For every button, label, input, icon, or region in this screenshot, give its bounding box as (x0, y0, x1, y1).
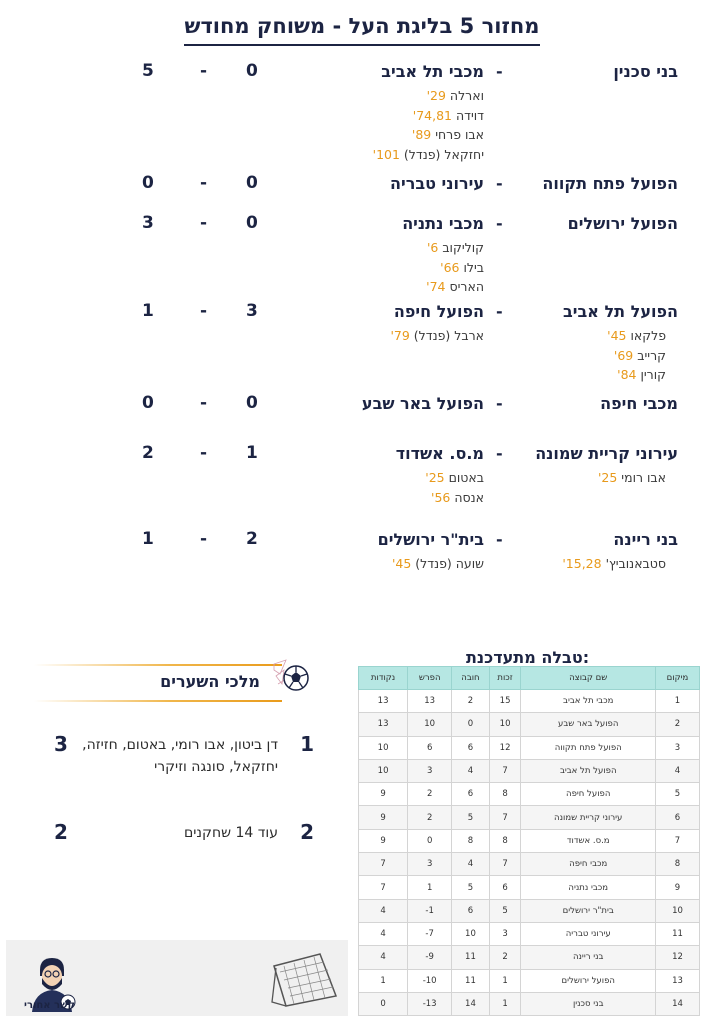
table-row (359, 759, 700, 782)
home-score: 3 (246, 301, 258, 321)
table-cell: 7 (489, 759, 521, 782)
scorer-line (373, 106, 484, 126)
table-cell: -7 (408, 922, 452, 945)
rank-number: 1 (300, 732, 314, 756)
top-scorers-title: מלכי השערים (160, 672, 260, 691)
table-cell: 7 (656, 829, 700, 852)
table-row (359, 806, 700, 829)
table-cell: בני ריינה (521, 946, 656, 969)
home-scorers (562, 554, 666, 574)
home-team: הפועל ירושלים (567, 214, 678, 233)
score-separator: - (200, 443, 208, 463)
table-cell: מכבי חיפה (521, 853, 656, 876)
table-cell: 8 (489, 829, 521, 852)
table-cell: 13 (408, 690, 452, 713)
table-cell: 7 (359, 876, 408, 899)
table-row (359, 992, 700, 1015)
table-cell: 9 (359, 806, 408, 829)
table-cell: 10 (452, 922, 490, 945)
table-cell: 2 (408, 806, 452, 829)
rank-number: 2 (300, 820, 314, 844)
away-scorers (425, 468, 484, 507)
score-separator: - (200, 173, 208, 193)
home-scorers (607, 326, 666, 385)
scorer-line (390, 326, 484, 346)
logo-text: קשר אחורי (24, 1000, 75, 1011)
table-cell: 0 (408, 829, 452, 852)
scorer-line (426, 238, 484, 258)
table-cell: 10 (656, 899, 700, 922)
match-row (0, 393, 724, 413)
table-cell: 8 (489, 783, 521, 806)
scorer-line (607, 346, 666, 366)
away-team: מ.ס. אשדוד (395, 444, 484, 463)
table-cell: 4 (452, 853, 490, 876)
table-row (359, 946, 700, 969)
home-team: הפועל תל אביב (563, 302, 678, 321)
table-cell: 2 (452, 690, 490, 713)
goal-minute: 89' (411, 127, 432, 142)
scorer-name: פלקאו (630, 328, 666, 343)
column-header: נקודות (359, 667, 408, 690)
goal-minute: 6' (426, 240, 439, 255)
column-header: מיקום (656, 667, 700, 690)
soccer-ball-icon (272, 656, 312, 696)
scorer-line (607, 326, 666, 346)
scorer-line (425, 468, 484, 488)
table-cell: 10 (408, 713, 452, 736)
table-cell: 1 (489, 992, 521, 1015)
table-cell: 5 (452, 806, 490, 829)
table-row (359, 736, 700, 759)
table-cell: 14 (452, 992, 490, 1015)
away-score: 0 (142, 173, 154, 193)
team-separator: - (496, 214, 503, 233)
goal-minute: 15,28' (562, 556, 602, 571)
table-cell: 4 (452, 759, 490, 782)
table-cell: 5 (489, 899, 521, 922)
table-cell: 7 (489, 806, 521, 829)
match-row (0, 301, 724, 382)
table-cell: 1 (489, 969, 521, 992)
table-cell: הפועל פתח תקווה (521, 736, 656, 759)
home-score: 0 (246, 173, 258, 193)
table-cell: 10 (359, 759, 408, 782)
table-cell: 7 (359, 853, 408, 876)
table-cell: הפועל חיפה (521, 783, 656, 806)
away-team: מכבי תל אביב (381, 62, 484, 81)
league-table (358, 666, 700, 1016)
home-score: 0 (246, 213, 258, 233)
table-cell: מ.ס. אשדוד (521, 829, 656, 852)
goal-minute: 45' (607, 328, 627, 343)
table-cell: -9 (408, 946, 452, 969)
table-row (359, 876, 700, 899)
goal-minute: 45' (391, 556, 412, 571)
goal-minute: 84' (617, 367, 637, 382)
table-cell: 0 (359, 992, 408, 1015)
table-cell: 2 (656, 713, 700, 736)
table-cell: 3 (489, 922, 521, 945)
table-cell: בית"ר ירושלים (521, 899, 656, 922)
table-cell: 6 (489, 876, 521, 899)
table-cell: 7 (489, 853, 521, 876)
match-row (0, 443, 724, 505)
table-cell: 4 (656, 759, 700, 782)
scorer-line (607, 365, 666, 385)
table-cell: 3 (408, 759, 452, 782)
team-separator: - (496, 174, 503, 193)
table-cell: 9 (359, 829, 408, 852)
table-row (359, 922, 700, 945)
scorer-names: עוד 14 שחקנים (184, 825, 278, 841)
table-cell: 3 (408, 853, 452, 876)
top-scorer-rank-1 (40, 732, 320, 782)
scorer-name: וארלה (449, 88, 484, 103)
score-separator: - (200, 213, 208, 233)
table-cell: 15 (489, 690, 521, 713)
table-cell: 8 (452, 829, 490, 852)
table-cell: 4 (359, 922, 408, 945)
score-separator: - (200, 61, 208, 81)
match-row (0, 529, 724, 571)
footer-banner (6, 940, 348, 1016)
home-score: 0 (246, 393, 258, 413)
table-cell: 9 (359, 783, 408, 806)
team-separator: - (496, 530, 503, 549)
table-cell: 1 (359, 969, 408, 992)
table-cell: 4 (359, 946, 408, 969)
table-cell: 6 (452, 783, 490, 806)
table-title: טבלה מתעדכנת: (466, 648, 590, 667)
team-separator: - (496, 62, 503, 81)
away-team: בית"ר ירושלים (377, 530, 484, 549)
scorer-line (425, 488, 484, 508)
scorer-name: קוליקוב (442, 240, 484, 255)
table-cell: 0 (452, 713, 490, 736)
away-score: 3 (142, 213, 154, 233)
away-scorers (392, 554, 484, 574)
away-score: 0 (142, 393, 154, 413)
table-row (359, 969, 700, 992)
scorer-line (373, 86, 484, 106)
home-scorers (598, 468, 666, 488)
table-cell: 13 (656, 969, 700, 992)
scorer-name: אנסה (454, 489, 484, 505)
goal-minute: 79' (390, 328, 410, 343)
away-score: 1 (142, 529, 154, 549)
away-team: הפועל באר שבע (361, 394, 484, 413)
away-team: עירוני טבריה (390, 174, 484, 193)
goal-minute: 25' (597, 470, 618, 485)
scorer-line (392, 554, 484, 574)
table-cell: 14 (656, 992, 700, 1015)
table-cell: 4 (359, 899, 408, 922)
goal-minute: 74,81' (412, 107, 452, 123)
table-cell: עירוני קריית שמונה (521, 806, 656, 829)
table-row (359, 690, 700, 713)
home-score: 1 (246, 443, 258, 463)
goal-minute: 66' (440, 259, 460, 275)
home-team: בני סכנין (613, 62, 678, 81)
goal-minute: 29' (426, 88, 446, 103)
away-score: 1 (142, 301, 154, 321)
page-title: מחזור 5 בליגת העל - משוחק מחודש (184, 14, 540, 38)
table-cell: 1 (408, 876, 452, 899)
team-separator: - (496, 394, 503, 413)
table-cell: מכבי תל אביב (521, 690, 656, 713)
scorer-line (373, 145, 484, 165)
top-scorer-rank-2 (40, 820, 320, 870)
table-cell: 11 (656, 922, 700, 945)
table-row (359, 783, 700, 806)
away-scorers (373, 86, 484, 164)
table-cell: -10 (408, 969, 452, 992)
goal-minute: 25' (425, 470, 445, 485)
table-cell: 2 (489, 946, 521, 969)
match-row (0, 213, 724, 294)
table-cell: 6 (656, 806, 700, 829)
home-team: הפועל פתח תקווה (542, 174, 678, 193)
home-team: בני ריינה (613, 530, 678, 549)
column-header: שם קבוצה (521, 667, 656, 690)
table-cell: 1 (656, 690, 700, 713)
goal-net-icon (270, 946, 340, 1008)
top-scorers-header (34, 664, 290, 704)
table-cell: 10 (359, 736, 408, 759)
away-score: 2 (142, 443, 154, 463)
table-cell: 5 (656, 783, 700, 806)
goal-count: 3 (54, 732, 68, 756)
table-cell: 8 (656, 853, 700, 876)
table-cell: -1 (408, 899, 452, 922)
score-separator: - (200, 393, 208, 413)
table-cell: 10 (489, 713, 521, 736)
divider (34, 664, 282, 666)
table-row (359, 899, 700, 922)
match-row (0, 61, 724, 162)
home-team: עירוני קריית שמונה (535, 444, 678, 463)
scorer-line (426, 277, 484, 297)
team-separator: - (496, 302, 503, 321)
goal-minute: 69' (613, 347, 634, 363)
table-cell: 6 (452, 899, 490, 922)
goal-minute: 56' (431, 489, 451, 505)
title-underline (184, 44, 540, 46)
table-header-row (359, 667, 700, 690)
table-cell: 6 (408, 736, 452, 759)
away-scorers (426, 238, 484, 297)
scorer-name: האריס (449, 279, 484, 294)
table-cell: 2 (408, 783, 452, 806)
table-cell: 12 (656, 946, 700, 969)
goal-minute: 74' (426, 279, 446, 294)
away-scorers (390, 326, 484, 346)
table-cell: 11 (452, 946, 490, 969)
table-cell: מכבי נתניה (521, 876, 656, 899)
table-cell: -13 (408, 992, 452, 1015)
table-cell: הפועל תל אביב (521, 759, 656, 782)
column-header: הפרש (408, 667, 452, 690)
table-cell: 12 (489, 736, 521, 759)
scorer-name: קורין (640, 367, 666, 382)
score-separator: - (200, 301, 208, 321)
away-team: מכבי נתניה (402, 214, 484, 233)
table-cell: 13 (359, 713, 408, 736)
match-row (0, 173, 724, 193)
table-cell: 5 (452, 876, 490, 899)
table-row (359, 853, 700, 876)
scorer-line (426, 258, 484, 278)
divider (34, 700, 282, 702)
goal-minute: 101' (372, 146, 400, 162)
scorer-names: דן ביטון, אבו רומי, באטום, חזיזה, יחזקאל, סונגה וזיקרי (82, 737, 278, 775)
scorer-name: בילו (463, 259, 484, 275)
scorer-name: קרייב (637, 347, 666, 363)
table-row (359, 829, 700, 852)
table-cell: הפועל ירושלים (521, 969, 656, 992)
column-header: חובה (452, 667, 490, 690)
table-cell: 3 (656, 736, 700, 759)
table-cell: 9 (656, 876, 700, 899)
table-cell: הפועל באר שבע (521, 713, 656, 736)
home-team: מכבי חיפה (600, 394, 678, 413)
scorer-line (598, 468, 666, 488)
scorer-line (373, 125, 484, 145)
table-cell: 11 (452, 969, 490, 992)
scorer-name: אבו רומי (621, 470, 666, 485)
away-team: הפועל חיפה (393, 302, 484, 321)
scorer-name: סטבאנוביץ' (605, 556, 666, 571)
scorer-name: דוידה (455, 107, 484, 123)
score-separator: - (200, 529, 208, 549)
goal-count: 2 (54, 820, 68, 844)
column-header: זכות (489, 667, 521, 690)
scorer-line (562, 554, 666, 574)
scorer-name: ארבל (פנדל) (413, 328, 484, 343)
home-score: 2 (246, 529, 258, 549)
scorer-name: שועה (פנדל) (415, 556, 484, 571)
table-row (359, 713, 700, 736)
scorer-name: באטום (448, 470, 484, 485)
table-cell: 13 (359, 690, 408, 713)
table-cell: עירוני טבריה (521, 922, 656, 945)
away-score: 5 (142, 61, 154, 81)
team-separator: - (496, 444, 503, 463)
scorer-name: אבו פרחי (435, 127, 484, 142)
table-cell: 6 (452, 736, 490, 759)
scorer-name: יחזקאל (פנדל) (403, 146, 484, 162)
home-score: 0 (246, 61, 258, 81)
table-cell: בני סכנין (521, 992, 656, 1015)
